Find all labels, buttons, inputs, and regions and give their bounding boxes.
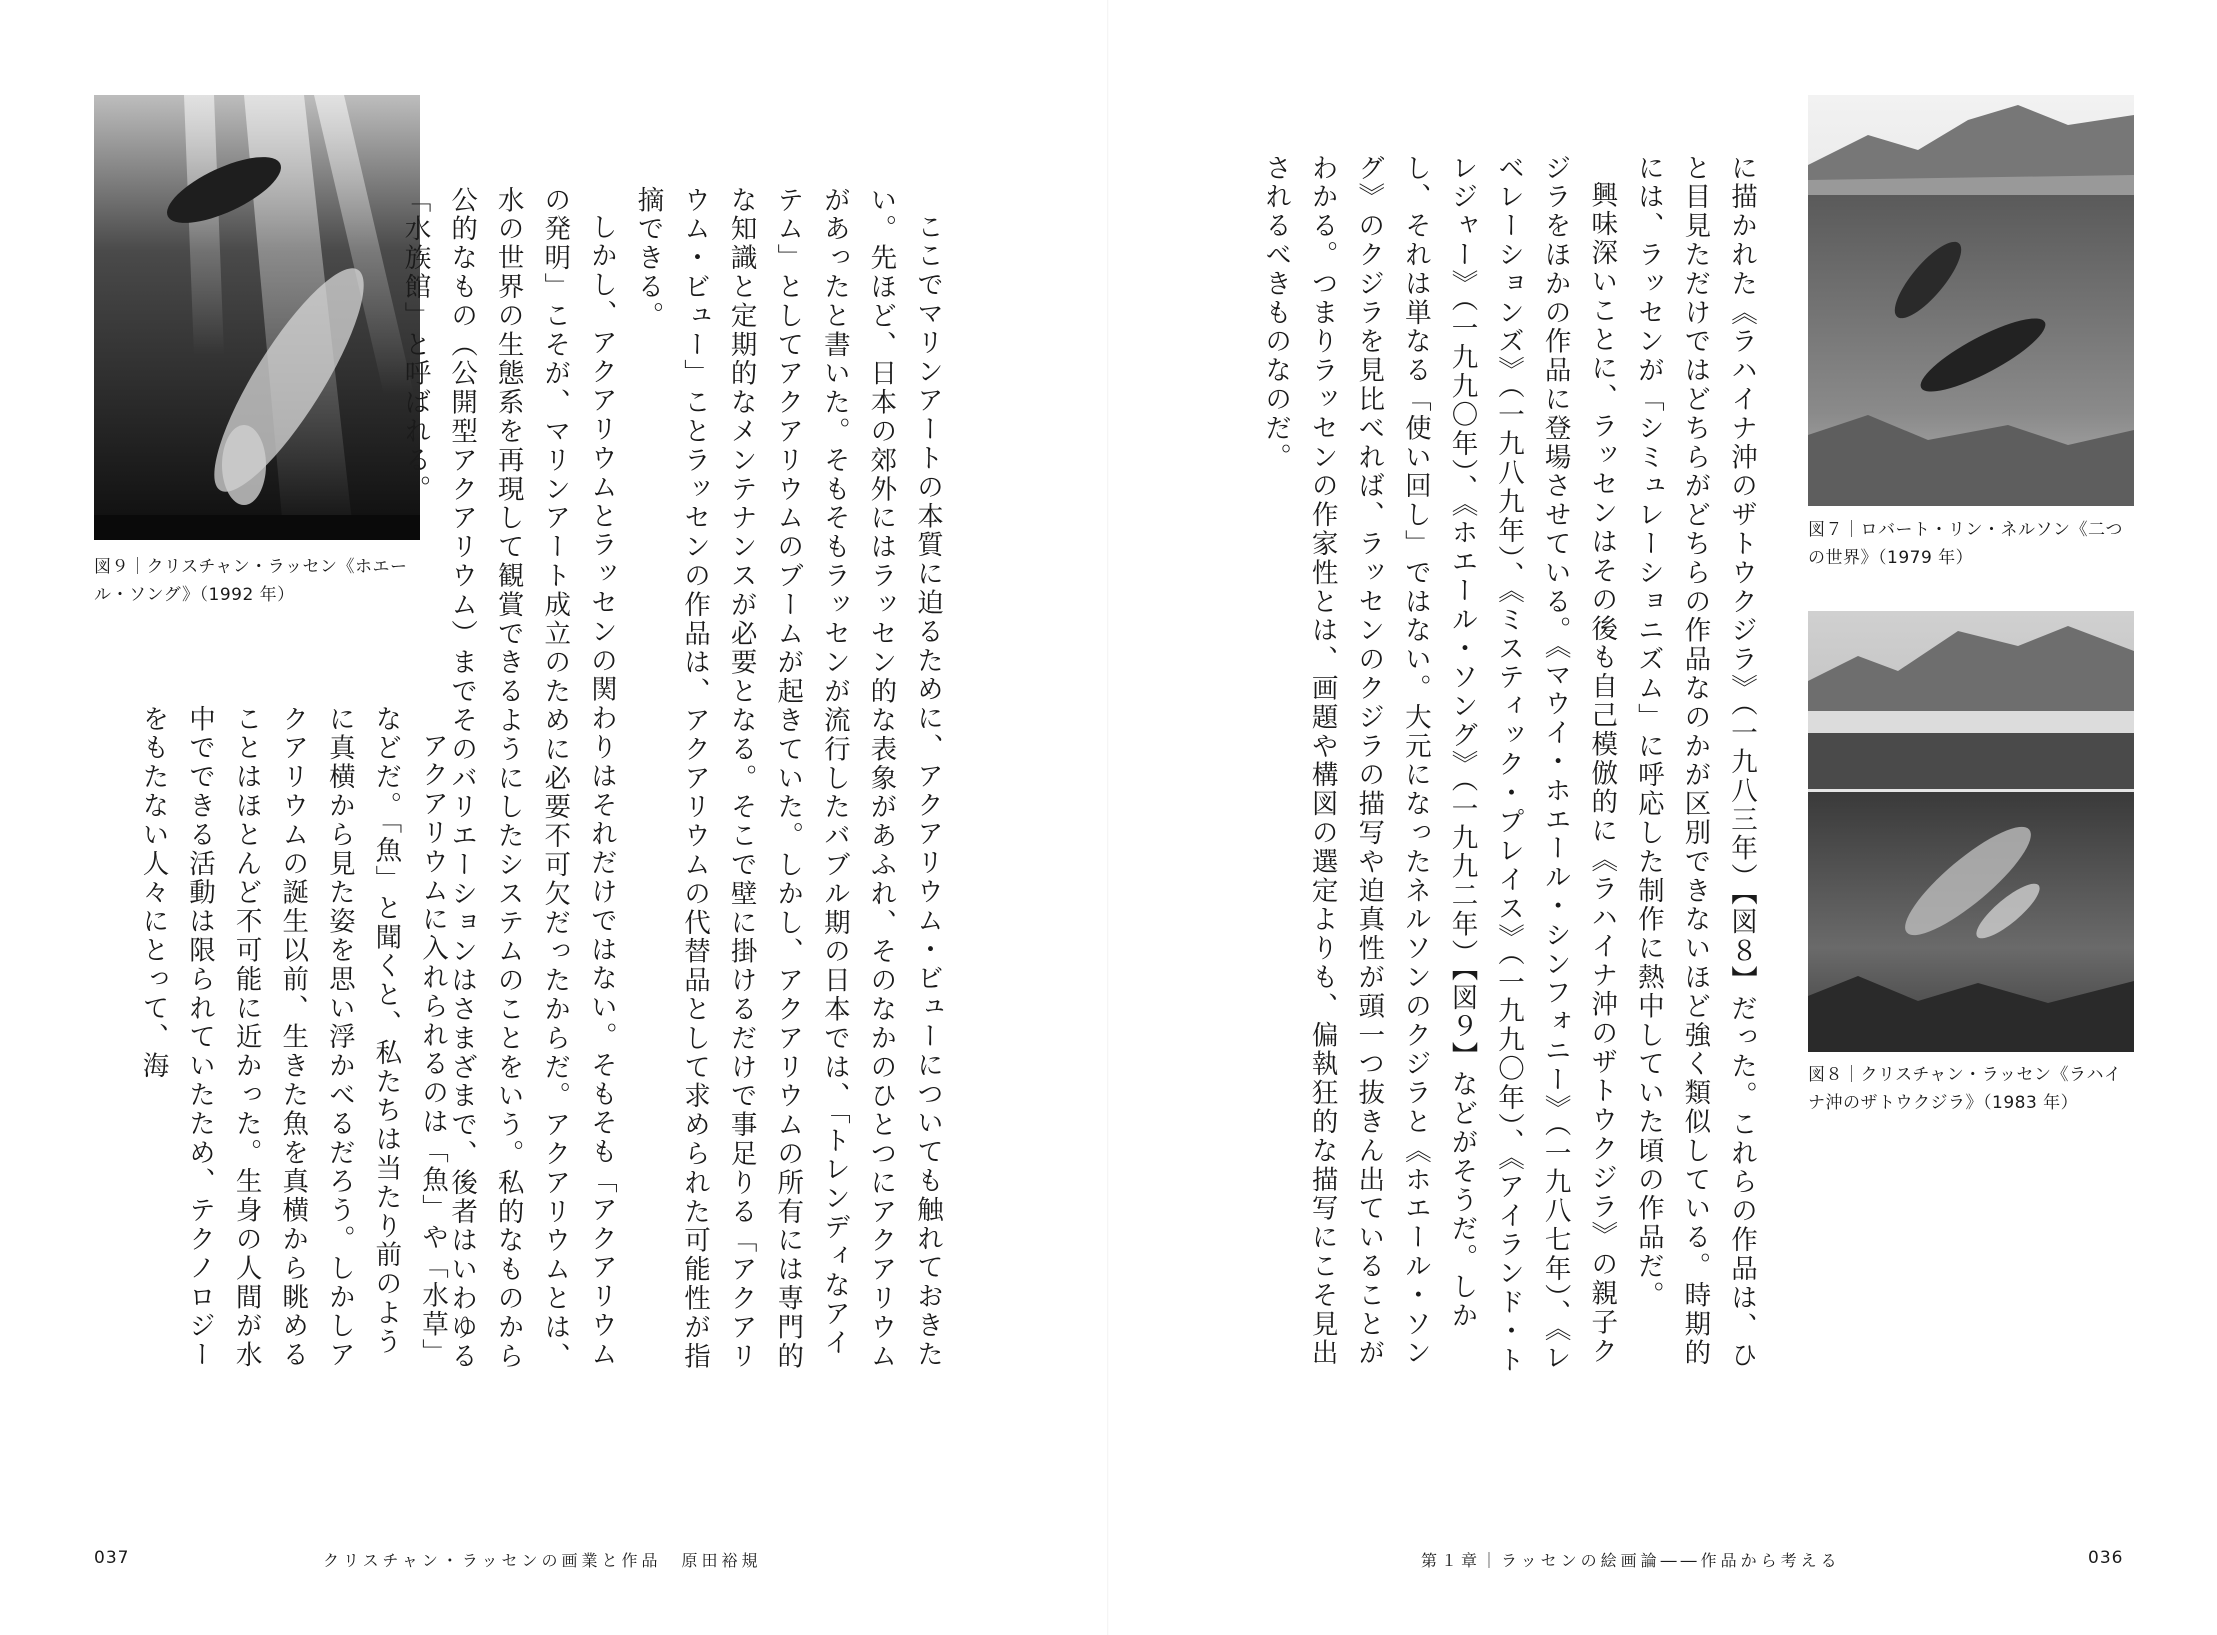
whales-lahaina-harbor-icon [1808,611,2134,1052]
paragraph: 興味深いことに、ラッセンはその後も自己模倣的に《ラハイナ沖のザトウクジラ》の親子クジラをほかの作品に登場させている。《マウイ・ホエール・シンフォニー》（一九八七年）、《レベレーションズ》（一九八九年）、《ミスティック・プレイス》（一九九〇年）、《アイランド・トレジャー》（一九九〇年）、《ホエール・ソング》（一九九二年）【図９】などがそうだ。しかし、それは単なる「使い回し」ではない。大元になったネルソンのクジラと《ホエール・ソング》のクジラを見比べれば、ラッセンのクジラの描写や迫真性が頭一つ抜きん出ていることがわかる。つまりラッセンの作家性とは、画題や構図の選定よりも、偏執狂的な描写にこそ見出されるべきものなのだ。 [1260,154,1618,1375]
paragraph: に描かれた《ラハイナ沖のザトウクジラ》（一九八三年）【図８】だった。これらの作品は、ひと目見ただけではどちらがどちらの作品なのかが区別できないほど強く類似している。時期的には、ラッセンが「シミュレーショニズム」に呼応した制作に熱中していた頃の作品だ。 [1632,154,1757,1371]
figure-7-caption: 図７｜ロバート・リン・ネルソン《二つの世界》（1979 年） [1808,520,2123,568]
page-number: 037 [94,1548,130,1568]
left-page [0,0,1108,1635]
right-page-body-text [1262,154,1764,1376]
page-number: 036 [2088,1548,2124,1568]
paragraph: しかし、アクアリウムとラッセンの関わりはそれだけではない。そもそも「アクアリウムの発明」こそが、マリンアート成立のために必要不可欠だったからだ。アクアリウムとは、水の世界の生態系を再現して観賞できるようにしたシステムのことをいう。私的なものから公的なもの（公開型アクアリウム）までそのバリエーションはさまざまで、後者はいわゆる「水族館」と呼ばれる。 [399,186,617,1371]
running-head: クリスチャン・ラッセンの画業と作品 原田裕規 [323,1551,762,1570]
figure-8-caption: 図８｜クリスチャン・ラッセン《ラハイナ沖のザトウクジラ》（1983 年） [1808,1065,2122,1113]
whales-under-mountain-icon [1808,95,2134,506]
running-head: 第１章｜ラッセンの絵画論――作品から考える [1421,1551,1841,1570]
figure-7-image [1808,95,2134,506]
paragraph: アクアリウムに入れられるのは「魚」や「水草」などだ。「魚」と聞くと、私たちは当たり前のように真横から見た姿を思い浮かべるだろう。しかしアクアリウムの誕生以前、生きた魚を真横から眺めることはほとんど不可能に近かった。生身の人間が水中でできる活動は限られていたため、テクノロジーをもたない人々にとって、海 [137,705,448,1370]
paragraph: ここでマリンアートの本質に迫るために、アクアリウム・ビューについても触れておきたい。先ほど、日本の郊外にはラッセン的な表象があふれ、そのなかのひとつにアクアリウムがあったと書いた。そもそもラッセンが流行したバブル期の日本では、「トレンディなアイテム」としてアクアリウムのブームが起きていた。しかし、アクアリウムの所有には専門的な知識と定期的なメンテナンスが必要となる。そこで壁に掛けるだけで事足りる「アクアリウム・ビュー」ことラッセンの作品は、アクアリウムの代替品として求められた可能性が指摘できる。 [632,186,943,1371]
left-page-body-text-lower [137,705,455,1377]
figure-9-caption: 図９｜クリスチャン・ラッセン《ホエール・ソング》（1992 年） [94,557,408,605]
right-page [1108,0,2217,1635]
figure-8-image [1808,611,2134,1052]
